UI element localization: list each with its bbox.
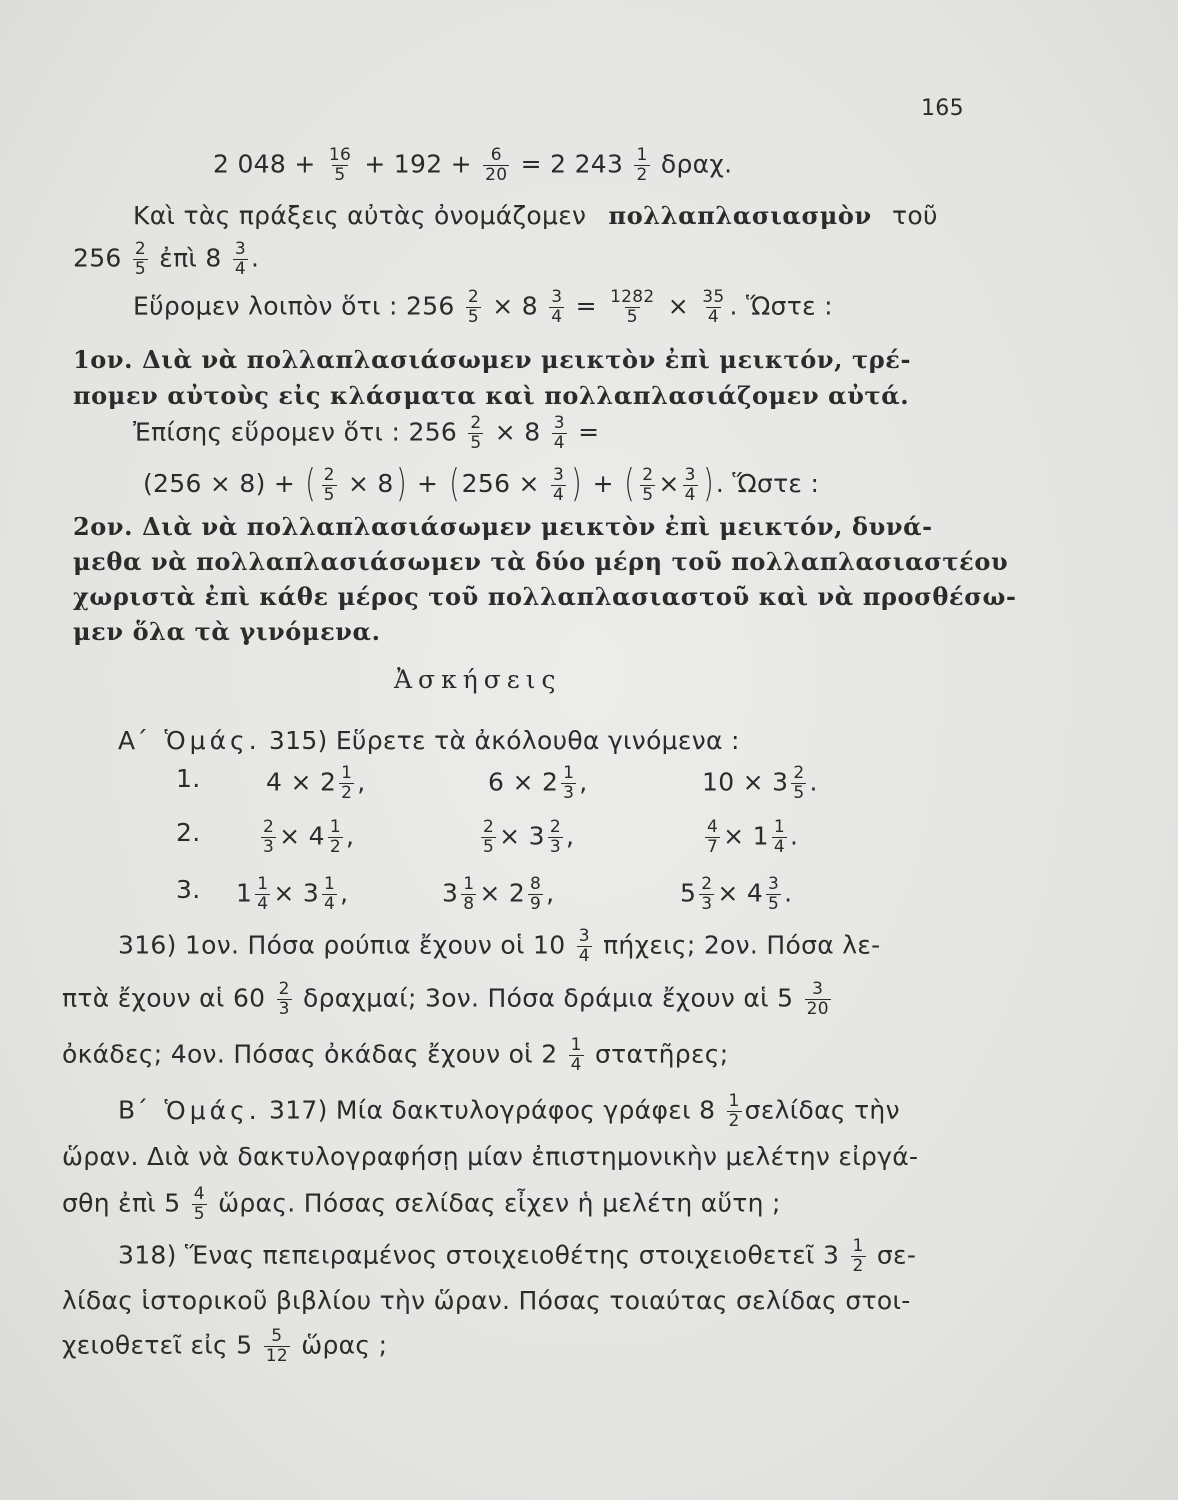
text-span: 10 × 3: [702, 767, 789, 797]
denominator: 4: [684, 484, 696, 505]
numerator: 2: [278, 979, 290, 999]
text-span: 4 × 2: [266, 767, 337, 797]
fraction: [327, 146, 353, 185]
denominator: 5: [768, 894, 780, 914]
denominator: 12: [265, 1346, 288, 1366]
denominator: 2: [636, 165, 648, 185]
fraction: [634, 146, 649, 185]
numerator: 3: [768, 874, 780, 894]
equation-expansion: [143, 461, 819, 505]
numerator: 3: [553, 413, 565, 433]
numerator: 2: [323, 464, 335, 485]
fraction: [328, 818, 343, 857]
numerator: 1: [329, 817, 341, 837]
fraction: [705, 818, 720, 857]
text-span: × 8: [494, 417, 541, 447]
exercise-row-1: [176, 764, 200, 793]
rule-2-line-3: χωριστὰ ἐπὶ κάθε μέρος τοῦ πολλαπλασιαστοῦ καὶ νὰ προσθέσω-: [73, 582, 1017, 611]
numerator: 3: [551, 287, 563, 307]
denominator: 3: [549, 837, 561, 857]
fraction: [640, 466, 655, 505]
denominator: 3: [278, 999, 290, 1019]
denominator: 5: [467, 307, 479, 327]
denominator: 5: [193, 1204, 205, 1224]
denominator: 4: [553, 433, 565, 453]
text-span: +: [592, 469, 614, 498]
numerator: 1: [773, 817, 785, 837]
exercise-item: 3 $\frac{1}{8}$ × 2 $\frac{8}{9}$ ,: [442, 874, 555, 914]
fraction: [766, 875, 781, 914]
fraction: [233, 240, 248, 279]
fraction: [483, 146, 509, 185]
text-span: = 2 243: [520, 149, 624, 179]
denominator: 4: [324, 894, 336, 914]
fraction: [699, 875, 714, 914]
parenthesis: ): [395, 461, 407, 505]
denominator: 2: [329, 837, 341, 857]
fraction: [468, 414, 483, 453]
text-span: Β΄: [118, 1095, 149, 1125]
numerator: 35: [702, 287, 725, 307]
exercise-316-line-1: [118, 927, 880, 966]
parenthesis: ): [571, 461, 583, 505]
text-span: σθη ἐπὶ 5: [62, 1188, 181, 1218]
exercise-item: 10 × 3 $\frac{2}{5}$ .: [702, 763, 818, 803]
denominator: 4: [234, 259, 247, 279]
text-span: × 4: [279, 821, 325, 851]
denominator: 4: [570, 1055, 582, 1075]
numerator: 5: [271, 1326, 283, 1346]
numerator: 1: [341, 763, 353, 783]
numerator: 3: [553, 464, 565, 485]
text-span: ὀκάδες; 4ον. Πόσας ὀκάδας ἔχουν οἱ 2: [62, 1039, 558, 1069]
numerator: 2: [793, 763, 805, 783]
denominator: 5: [323, 484, 335, 505]
text-span: + 192 +: [364, 149, 472, 179]
denominator: 5: [626, 307, 638, 327]
fraction: [192, 1185, 207, 1224]
exercise-item: $\frac{2}{3}$ × 4 $\frac{1}{2}$ ,: [263, 817, 355, 857]
text-span: πτὰ ἔχουν αἱ 60: [62, 983, 266, 1013]
fraction: [683, 466, 698, 505]
text-span: . Ὥστε :: [715, 469, 820, 498]
parenthesis: ): [702, 461, 714, 505]
exercise-row-3: [176, 875, 200, 904]
rule-2-line-2: μεθα νὰ πολλαπλασιάσωμεν τὰ δύο μέρη τοῦ πολλαπλασιαστέου: [73, 547, 1009, 576]
exercise-item: 5 $\frac{2}{3}$ × 4 $\frac{3}{5}$ .: [680, 874, 793, 914]
text-span: . Ὥστε :: [729, 291, 833, 321]
fraction: [791, 764, 806, 803]
fraction: [851, 1237, 866, 1276]
numerator: 1: [852, 1236, 864, 1256]
numerator: 6: [490, 145, 502, 165]
denominator: 3: [563, 783, 575, 803]
text-line: [73, 240, 259, 279]
denominator: 5: [470, 433, 482, 453]
group-a-intro: [118, 726, 740, 755]
numerator: 1: [563, 763, 575, 783]
denominator: 4: [773, 837, 785, 857]
text-span: Ἐπίσης εὕρομεν ὅτι : 256: [133, 417, 458, 447]
numerator: 1: [324, 874, 336, 894]
text-span: × 1: [723, 821, 769, 851]
text-span: τοῦ: [892, 201, 938, 230]
denominator: 4: [551, 307, 563, 327]
text-span: 3: [442, 878, 459, 908]
text-span: πήχεις; 2ον. Πόσα λε-: [603, 930, 881, 960]
equation-line: [133, 288, 833, 327]
fraction: [548, 818, 563, 857]
text-span: Ὁμάς.: [164, 1095, 261, 1125]
text-span: ὥρας ;: [301, 1330, 388, 1360]
text-span: =: [578, 417, 600, 447]
text-span: ὥρας. Πόσας σελίδας εἶχεν ἡ μελέτη αὕτη ;: [218, 1188, 781, 1218]
text-span: × 2: [479, 878, 526, 908]
exercise-318-line-3: [62, 1327, 387, 1366]
numerator: 1: [257, 874, 269, 894]
rule-2-line-4: μεν ὅλα τὰ γινόμενα.: [73, 617, 381, 646]
denominator: 20: [485, 165, 508, 185]
text-span: στατῆρες;: [595, 1039, 729, 1069]
text-span: σε-: [876, 1240, 917, 1270]
text-span: ×: [658, 469, 680, 498]
denominator: 7: [707, 837, 719, 857]
numerator: 2: [642, 464, 654, 485]
fraction: [549, 288, 564, 327]
text-span: 256: [73, 243, 122, 273]
numerator: 3: [578, 926, 590, 946]
numerator: 2: [549, 817, 561, 837]
exercise-318-line-1: [118, 1237, 916, 1276]
denominator: 3: [263, 837, 275, 857]
denominator: 4: [553, 484, 565, 505]
fraction: [322, 875, 337, 914]
text-span: =: [575, 291, 597, 321]
equation-sum: [213, 146, 732, 185]
denominator: 4: [707, 307, 719, 327]
numerator: 16: [328, 145, 352, 165]
fraction: [608, 288, 656, 327]
numerator: 2: [701, 874, 713, 894]
text-span: ×: [667, 291, 690, 321]
denominator: 9: [530, 894, 542, 914]
fraction: [277, 980, 292, 1019]
fraction: [528, 875, 543, 914]
text-span: Α΄: [118, 726, 149, 755]
numerator: 2: [483, 817, 495, 837]
text-line: [133, 201, 938, 230]
text-span: Καὶ τὰς πράξεις αὐτὰς ὀνομάζομεν: [133, 201, 587, 230]
text-span: 256 ×: [461, 469, 540, 498]
numerator: 2: [134, 239, 146, 259]
numerator: 4: [193, 1184, 205, 1204]
fraction: [461, 875, 476, 914]
parenthesis: (: [448, 461, 460, 505]
text-span: × 4: [717, 878, 764, 908]
numerator: 2: [263, 817, 275, 837]
denominator: 5: [483, 837, 495, 857]
numerator: 1: [570, 1035, 582, 1055]
numerator: 1282: [610, 287, 655, 307]
fraction: [264, 1327, 290, 1366]
text-span: ἐπὶ 8: [159, 243, 222, 273]
fraction: [561, 764, 576, 803]
numerator: 3: [812, 979, 824, 999]
text-span: 318) Ἕνας πεπειραμένος στοιχειοθέτης στοιχειοθετεῖ 3: [118, 1240, 840, 1270]
fraction: [551, 466, 566, 505]
exercise-item: $\frac{4}{7}$ × 1 $\frac{1}{4}$ .: [707, 817, 799, 857]
fraction: [772, 818, 787, 857]
rule-1-line-1: 1ον. Διὰ νὰ πολλαπλασιάσωμεν μεικτὸν ἐπὶ μεικτόν, τρέ-: [73, 345, 912, 374]
fraction: [481, 818, 496, 857]
text-span: σελίδας τὴν: [744, 1095, 900, 1125]
numerator: 8: [530, 874, 542, 894]
text-span: × 8: [492, 291, 538, 321]
text-span: 2.: [176, 818, 201, 847]
denominator: 20: [806, 999, 829, 1019]
denominator: 4: [257, 894, 269, 914]
parenthesis: (: [624, 461, 635, 505]
fraction: [569, 1036, 584, 1075]
numerator: 1: [636, 145, 648, 165]
text-span: δραχμαί; 3ον. Πόσα δράμια ἔχουν αἱ 5: [302, 983, 794, 1013]
numerator: 1: [728, 1091, 740, 1111]
fraction: [552, 414, 567, 453]
text-span: 315) Εὕρετε τὰ ἀκόλουθα γινόμενα :: [268, 726, 740, 755]
parenthesis: (: [305, 461, 317, 505]
fraction: [261, 818, 276, 857]
fraction: [700, 288, 726, 327]
text-span: Εὕρομεν λοιπὸν ὅτι : 256: [133, 291, 455, 321]
text-span: 1.: [176, 764, 201, 793]
text-span: Ὁμάς.: [164, 726, 261, 755]
denominator: 4: [578, 946, 590, 966]
fraction: [133, 240, 148, 279]
exercise-item: 1 $\frac{1}{4}$ × 3 $\frac{1}{4}$ ,: [236, 874, 349, 914]
fraction: [255, 875, 270, 914]
text-span: 317) Μία δακτυλογράφος γράφει 8: [268, 1095, 716, 1125]
text-span: πολλαπλασιασμὸν: [608, 201, 872, 230]
numerator: 1: [463, 874, 475, 894]
fraction: [577, 927, 592, 966]
numerator: 2: [467, 287, 479, 307]
fraction: [727, 1092, 742, 1131]
text-span: (256 × 8) +: [143, 469, 296, 498]
text-span: 3.: [176, 875, 201, 904]
rule-2-line-1: 2ον. Διὰ νὰ πολλαπλασιάσωμεν μεικτὸν ἐπὶ μεικτόν, δυνά-: [73, 512, 933, 541]
numerator: 2: [470, 413, 482, 433]
fraction: [322, 466, 337, 505]
numerator: 3: [234, 239, 247, 259]
text-span: × 3: [499, 821, 545, 851]
text-span: χειοθετεῖ εἰς 5: [62, 1330, 253, 1360]
exercise-item: 6 × 2 $\frac{1}{3}$ ,: [488, 763, 588, 803]
fraction: [466, 288, 481, 327]
denominator: 3: [701, 894, 713, 914]
text-span: × 3: [273, 878, 320, 908]
exercise-316-line-3: [62, 1036, 728, 1075]
denominator: 8: [463, 894, 475, 914]
exercise-318-line-2: λίδας ἱστορικοῦ βιβλίου τὴν ὥραν. Πόσας τοιαύτας σελίδας στοι-: [62, 1286, 911, 1315]
denominator: 5: [642, 484, 654, 505]
fraction: [805, 980, 831, 1019]
text-span: 2 048 +: [213, 149, 316, 179]
denominator: 2: [341, 783, 353, 803]
text-span: .: [251, 243, 260, 273]
numerator: 3: [684, 464, 696, 485]
text-span: 316) 1ον. Πόσα ρούπια ἔχουν οἱ 10: [118, 930, 566, 960]
text-span: δραχ.: [660, 149, 733, 179]
text-span: 5: [680, 878, 697, 908]
rule-1-line-2: πομεν αὐτοὺς εἰς κλάσματα καὶ πολλαπλασιάζομεν αὐτά.: [73, 381, 910, 410]
fraction: [339, 764, 354, 803]
numerator: 4: [707, 817, 719, 837]
denominator: 5: [134, 259, 146, 279]
exercise-317-line-3: [62, 1185, 781, 1224]
denominator: 5: [793, 783, 805, 803]
exercise-317-line-1: [118, 1092, 900, 1131]
text-span: 1: [236, 878, 253, 908]
exercise-item: $\frac{2}{5}$ × 3 $\frac{2}{3}$ ,: [483, 817, 575, 857]
text-span: × 8: [347, 469, 394, 498]
text-span: +: [417, 469, 439, 498]
exercise-row-2: [176, 818, 200, 847]
equation-line: [133, 414, 599, 453]
exercise-item: 4 × 2 $\frac{1}{2}$ ,: [266, 763, 366, 803]
denominator: 2: [852, 1256, 864, 1276]
denominator: 2: [728, 1111, 740, 1131]
text-span: 6 × 2: [488, 767, 559, 797]
exercise-317-line-2: ὥραν. Διὰ νὰ δακτυλογραφήσῃ μίαν ἐπιστημονικὴν μελέτην εἰργά-: [62, 1142, 919, 1171]
exercises-heading: Ἀσκήσεις: [394, 665, 562, 694]
exercise-316-line-2: [62, 980, 834, 1019]
page-number: 165: [921, 96, 964, 121]
denominator: 5: [334, 165, 346, 185]
